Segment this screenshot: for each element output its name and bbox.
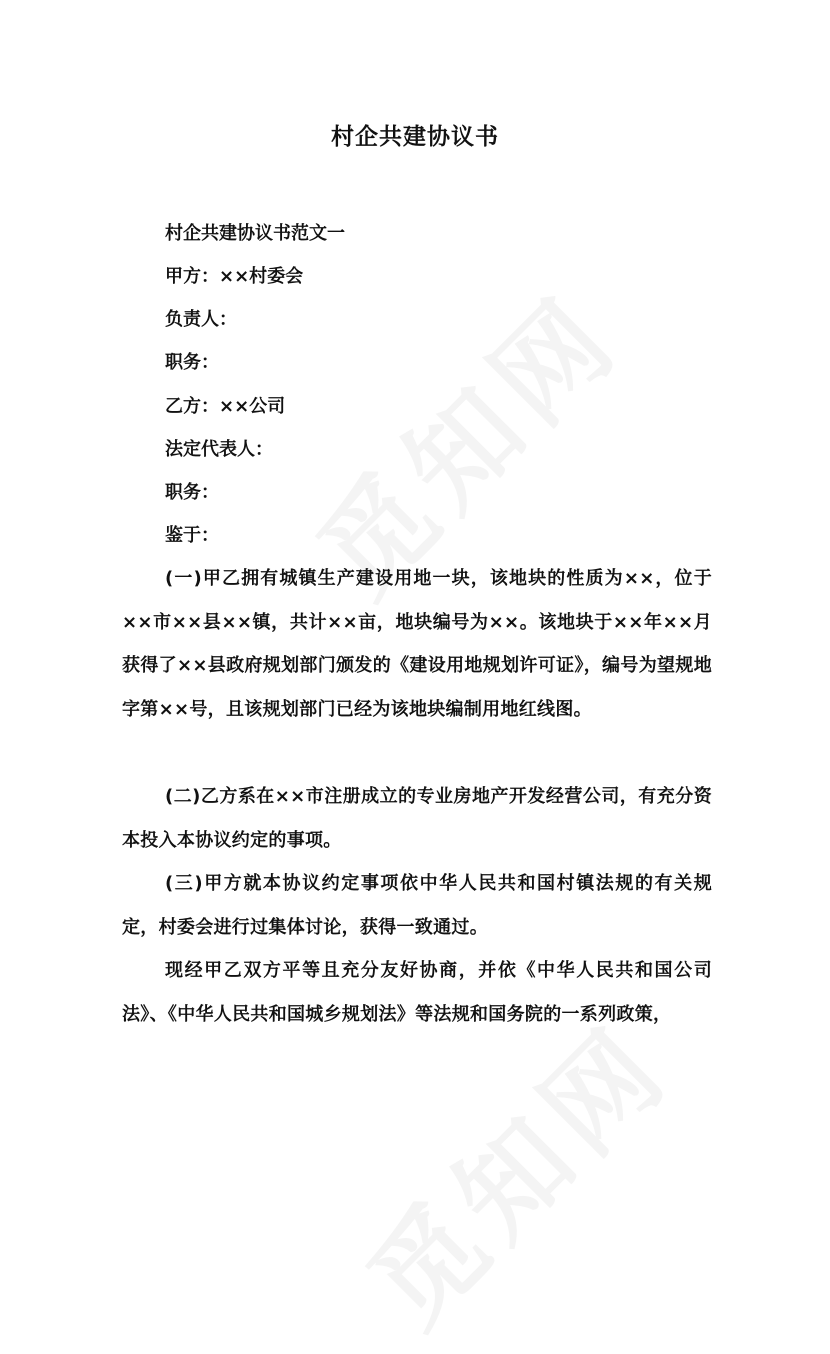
watermark bbox=[328, 984, 699, 1354]
paragraph-four: 现经甲乙双方平等且充分友好协商，并依《中华人民共和国公司法》、《中华人民共和国城乡规划法》等法规和国务院的一系列政策， bbox=[122, 960, 712, 1025]
party-a-principal-line: 负责人： bbox=[165, 309, 237, 330]
paragraph-three: (三)甲方就本协议约定事项依中华人民共和国村镇法规的有关规定，村委会进行过集体讨论，获得一致通过。 bbox=[122, 873, 712, 938]
whereas-line: 鉴于： bbox=[165, 525, 219, 546]
party-a-line: 甲方：××村委会 bbox=[165, 266, 304, 287]
party-a-position-line: 职务： bbox=[165, 352, 219, 373]
party-b-representative-line: 法定代表人： bbox=[165, 439, 273, 460]
subtitle-line: 村企共建协议书范文一 bbox=[165, 223, 345, 244]
party-b-line: 乙方：××公司 bbox=[165, 396, 286, 417]
document-title: 村企共建协议书 bbox=[331, 124, 499, 150]
paragraph-one: (一)甲乙拥有城镇生产建设用地一块，该地块的性质为××，位于××市××县××镇，共计××亩，地块编号为××。该地块于××年××月获得了××县政府规划部门颁发的《建设用地规划许可证》，编号为望规地字第××号，且该规划部门已经为该地块编制用地红线图。 bbox=[122, 568, 712, 720]
paragraph-two: (二)乙方系在××市注册成立的专业房地产开发经营公司，有充分资本投入本协议约定的事项。 bbox=[122, 786, 712, 851]
party-b-position-line: 职务： bbox=[165, 482, 219, 503]
